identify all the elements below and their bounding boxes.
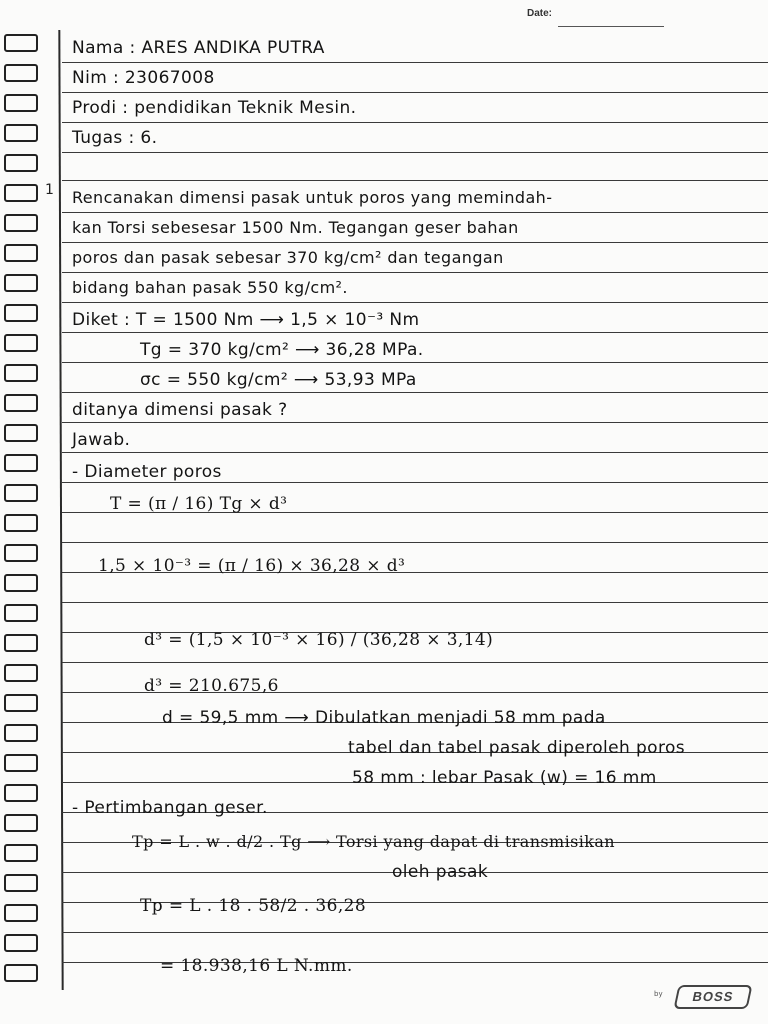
margin-box: [4, 424, 38, 442]
margin-box: [4, 814, 38, 832]
ruled-line: [62, 272, 768, 273]
ruled-line: [62, 602, 768, 603]
ruled-line: [62, 362, 768, 363]
given-line: Diket : T = 1500 Nm ⟶ 1,5 × 10⁻³ Nm: [72, 310, 420, 330]
date-line: [558, 26, 664, 27]
formula-line: T = (π / 16) Tg × d³: [110, 494, 288, 514]
ruled-line: [62, 92, 768, 93]
ruled-line: [62, 242, 768, 243]
margin-box: [4, 244, 38, 262]
asked-line: ditanya dimensi pasak ?: [72, 400, 288, 420]
margin-box: [4, 604, 38, 622]
margin-box: [4, 274, 38, 292]
margin-box: [4, 544, 38, 562]
nama-line: Nama : ARES ANDIKA PUTRA: [72, 38, 325, 58]
problem-number: 1: [45, 182, 54, 198]
problem-line: kan Torsi sebesesar 1500 Nm. Tegangan geser bahan: [72, 218, 519, 237]
result-line: = 18.938,16 L N.mm.: [160, 956, 353, 976]
margin-box: [4, 514, 38, 532]
margin-box: [4, 904, 38, 922]
margin-box: [4, 844, 38, 862]
answer-label: Jawab.: [72, 430, 131, 450]
margin-box: [4, 934, 38, 952]
margin-box: [4, 634, 38, 652]
date-label: Date:: [527, 8, 553, 19]
ruled-line: [62, 542, 768, 543]
ruled-line: [62, 662, 768, 663]
margin-box: [4, 664, 38, 682]
boss-logo: BOSS: [673, 985, 752, 1009]
ruled-line: [62, 452, 768, 453]
ruled-line: [62, 392, 768, 393]
result-line: 58 mm : lebar Pasak (w) = 16 mm: [352, 768, 657, 788]
ruled-line: [62, 482, 768, 483]
formula-note: oleh pasak: [392, 862, 489, 882]
margin-box: [4, 94, 38, 112]
formula-line: d³ = (1,5 × 10⁻³ × 16) / (36,28 × 3,14): [144, 630, 494, 650]
margin-box: [4, 364, 38, 382]
formula-line: Tp = L . w . d/2 . Tg ⟶ Torsi yang dapat di transmisikan: [132, 832, 615, 851]
ruled-line: [62, 302, 768, 303]
margin-box: [4, 754, 38, 772]
formula-line: Tp = L . 18 . 58/2 . 36,28: [140, 896, 367, 916]
problem-line: bidang bahan pasak 550 kg/cm².: [72, 278, 348, 297]
margin-box: [4, 214, 38, 232]
margin-box: [4, 454, 38, 472]
margin-box: [4, 874, 38, 892]
margin-box: [4, 334, 38, 352]
margin-box: [4, 184, 38, 202]
margin-box: [4, 394, 38, 412]
margin-box: [4, 64, 38, 82]
ruled-line: [62, 332, 768, 333]
result-line: d = 59,5 mm ⟶ Dibulatkan menjadi 58 mm pada: [162, 708, 606, 728]
margin-box: [4, 124, 38, 142]
ruled-line: [62, 62, 768, 63]
margin-box: [4, 154, 38, 172]
brand-by: by: [654, 990, 663, 998]
tugas-line: Tugas : 6.: [72, 128, 158, 148]
problem-line: poros dan pasak sebesar 370 kg/cm² dan tegangan: [72, 248, 504, 267]
ruled-line: [62, 212, 768, 213]
nim-line: Nim : 23067008: [72, 68, 215, 88]
margin-line: [58, 30, 63, 990]
formula-line: 1,5 × 10⁻³ = (π / 16) × 36,28 × d³: [98, 556, 406, 576]
ruled-line: [62, 422, 768, 423]
margin-box: [4, 784, 38, 802]
margin-box: [4, 724, 38, 742]
section-heading: - Pertimbangan geser.: [72, 798, 268, 818]
problem-line: Rencanakan dimensi pasak untuk poros yang memindah-: [72, 188, 553, 207]
margin-box: [4, 574, 38, 592]
margin-box: [4, 964, 38, 982]
section-heading: - Diameter poros: [72, 462, 222, 482]
ruled-line: [62, 152, 768, 153]
given-line: Tg = 370 kg/cm² ⟶ 36,28 MPa.: [140, 340, 424, 360]
result-line: tabel dan tabel pasak diperoleh poros: [348, 738, 686, 758]
ruled-line: [62, 122, 768, 123]
prodi-line: Prodi : pendidikan Teknik Mesin.: [72, 98, 357, 118]
given-line: σc = 550 kg/cm² ⟶ 53,93 MPa: [140, 370, 417, 390]
formula-line: d³ = 210.675,6: [144, 676, 279, 696]
ruled-line: [62, 180, 768, 181]
ruled-line: [62, 932, 768, 933]
margin-box: [4, 694, 38, 712]
margin-box: [4, 304, 38, 322]
margin-box: [4, 34, 38, 52]
margin-box: [4, 484, 38, 502]
